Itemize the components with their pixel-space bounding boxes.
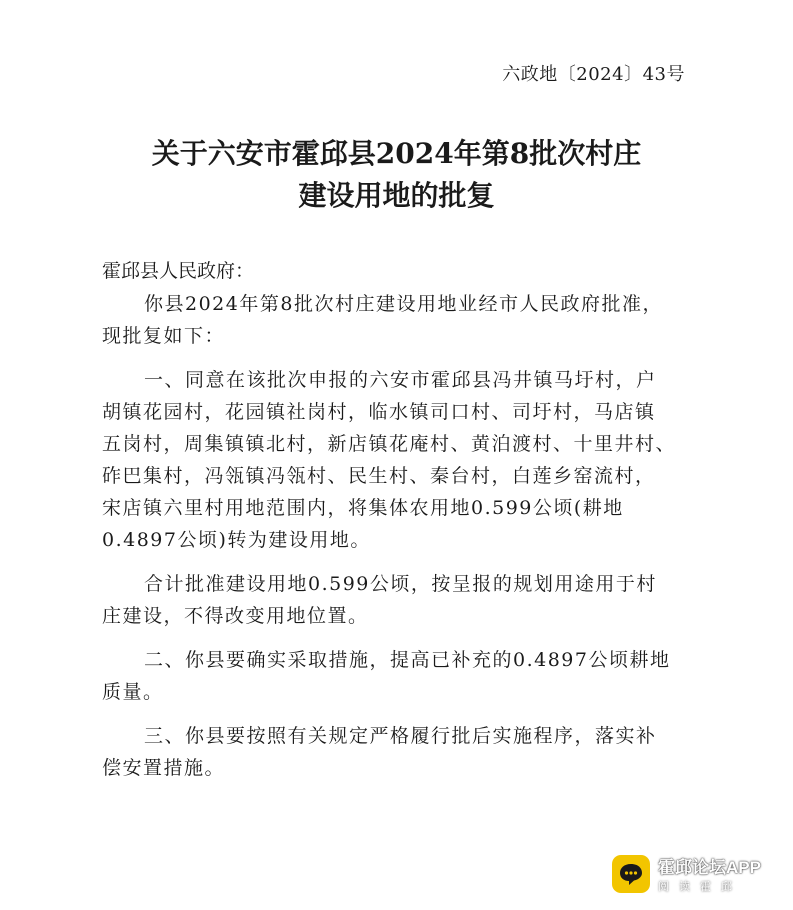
paragraph-line: 现批复如下： <box>102 325 226 347</box>
paragraph-intro <box>102 288 692 352</box>
document-number: 六政地〔2024〕43号 <box>502 64 685 85</box>
paragraph-item-3 <box>102 720 692 784</box>
watermark-slogan: 阅读霍邱 <box>658 881 742 893</box>
watermark-app-name: 霍邱论坛APP <box>658 858 761 877</box>
paragraph-line: 一、同意在该批次申报的六安市霍邱县冯井镇马圩村，户 <box>144 369 657 391</box>
paragraph-line: 胡镇花园村，花园镇社岗村，临水镇司口村、司圩村，马店镇 <box>102 401 656 423</box>
app-watermark <box>612 853 761 894</box>
paragraph-item-2 <box>102 644 692 708</box>
paragraph-line: 偿安置措施。 <box>102 757 226 779</box>
paragraph-item-1 <box>102 364 692 556</box>
paragraph-line: 质量。 <box>102 681 164 703</box>
paragraph-line: 砟巴集村，冯瓴镇冯瓴村、民生村、秦台村，白莲乡窑流村， <box>102 465 656 487</box>
addressee: 霍邱县人民政府： <box>102 260 255 282</box>
paragraph-line: 三、你县要按照有关规定严格履行批后实施程序，落实补 <box>144 725 657 747</box>
title-line-1: 关于六安市霍邱县2024年第8批次村庄 <box>151 137 642 170</box>
paragraph-line: 宋店镇六里村用地范围内，将集体农用地0.599公顷(耕地 <box>102 497 624 519</box>
paragraph-line: 五岗村，周集镇镇北村，新店镇花庵村、黄泊渡村、十里井村、 <box>102 433 677 455</box>
paragraph-line: 合计批准建设用地0.599公顷，按呈报的规划用途用于村 <box>144 573 657 595</box>
document-body <box>102 288 692 784</box>
title-line-2: 建设用地的批复 <box>298 179 495 212</box>
paragraph-line: 你县2024年第8批次村庄建设用地业经市人民政府批准， <box>144 293 663 315</box>
chat-bubble-icon <box>612 855 650 893</box>
paragraph-line: 0.4897公顷)转为建设用地。 <box>102 529 371 551</box>
paragraph-line: 二、你县要确实采取措施，提高已补充的0.4897公顷耕地 <box>144 649 671 671</box>
paragraph-line: 庄建设，不得改变用地位置。 <box>102 605 369 627</box>
paragraph-total <box>102 568 692 632</box>
document-title <box>0 133 793 217</box>
